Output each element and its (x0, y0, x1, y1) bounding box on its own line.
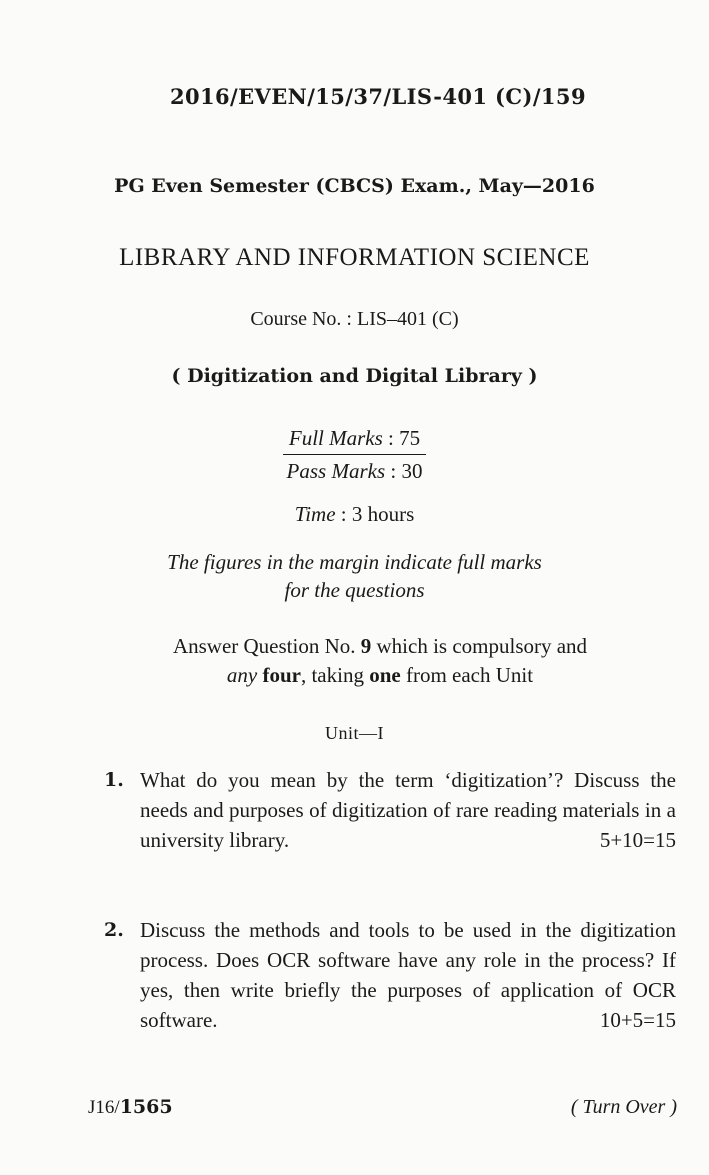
figures-note-line-2: for the questions (284, 578, 425, 602)
question-1 (104, 765, 676, 855)
full-marks-value: : 75 (382, 426, 421, 450)
instruction-text: from each Unit (400, 663, 534, 687)
footer-code-prefix: J16/ (88, 1097, 120, 1118)
paper-title: ( Digitization and Digital Library ) (171, 365, 538, 387)
full-marks (283, 422, 427, 455)
pass-marks (283, 455, 427, 487)
instruction-text: Answer Question No. (172, 634, 361, 658)
instruction-line-1 (0, 632, 709, 661)
paper-code: 2016/EVEN/15/37/LIS-401 (C)/159 (170, 84, 586, 109)
pass-marks-value: : 30 (385, 459, 423, 483)
subject-title: LIBRARY AND INFORMATION SCIENCE (119, 244, 590, 271)
instruction-one: one (369, 663, 401, 687)
question-text: Discuss the methods and tools to be used in the digitization process. Does OCR software have any role in the process? If yes, then write briefly the purposes of application of OCR software. (140, 918, 676, 1032)
full-marks-label: Full Marks (288, 426, 383, 450)
figures-note-line-1: The figures in the margin indicate full marks (167, 550, 542, 574)
turn-over-note: ( Turn Over ) (570, 1096, 677, 1118)
question-marks: 5+10=15 (599, 828, 676, 852)
exam-title: PG Even Semester (CBCS) Exam., May—2016 (114, 175, 595, 197)
marks-block (0, 422, 709, 487)
footer-code-number: 1565 (119, 1096, 173, 1118)
instruction-any: any (226, 663, 258, 687)
question-number: 2. (104, 919, 124, 941)
question-number: 1. (104, 769, 124, 791)
time-value: : 3 hours (335, 502, 415, 526)
compulsory-question-number: 9 (360, 634, 372, 658)
figures-note (0, 548, 709, 604)
question-2 (104, 915, 676, 1035)
course-number: Course No. : LIS–401 (C) (250, 308, 459, 330)
instruction-four: four (262, 663, 301, 687)
time-allowed (0, 502, 709, 527)
question-marks: 10+5=15 (599, 1008, 676, 1032)
pass-marks-label: Pass Marks (286, 459, 386, 483)
question-text: What do you mean by the term ‘digitization’? Discuss the needs and purposes of digitization of rare reading materials in a university library. (140, 768, 676, 852)
instruction-text: , taking (300, 663, 370, 687)
instruction-text: which is compulsory and (371, 634, 588, 658)
footer-code (88, 1096, 173, 1119)
unit-heading: Unit—I (325, 723, 384, 743)
instruction-line-2 (0, 661, 709, 690)
time-label: Time (294, 502, 336, 526)
answer-instruction (0, 632, 709, 690)
